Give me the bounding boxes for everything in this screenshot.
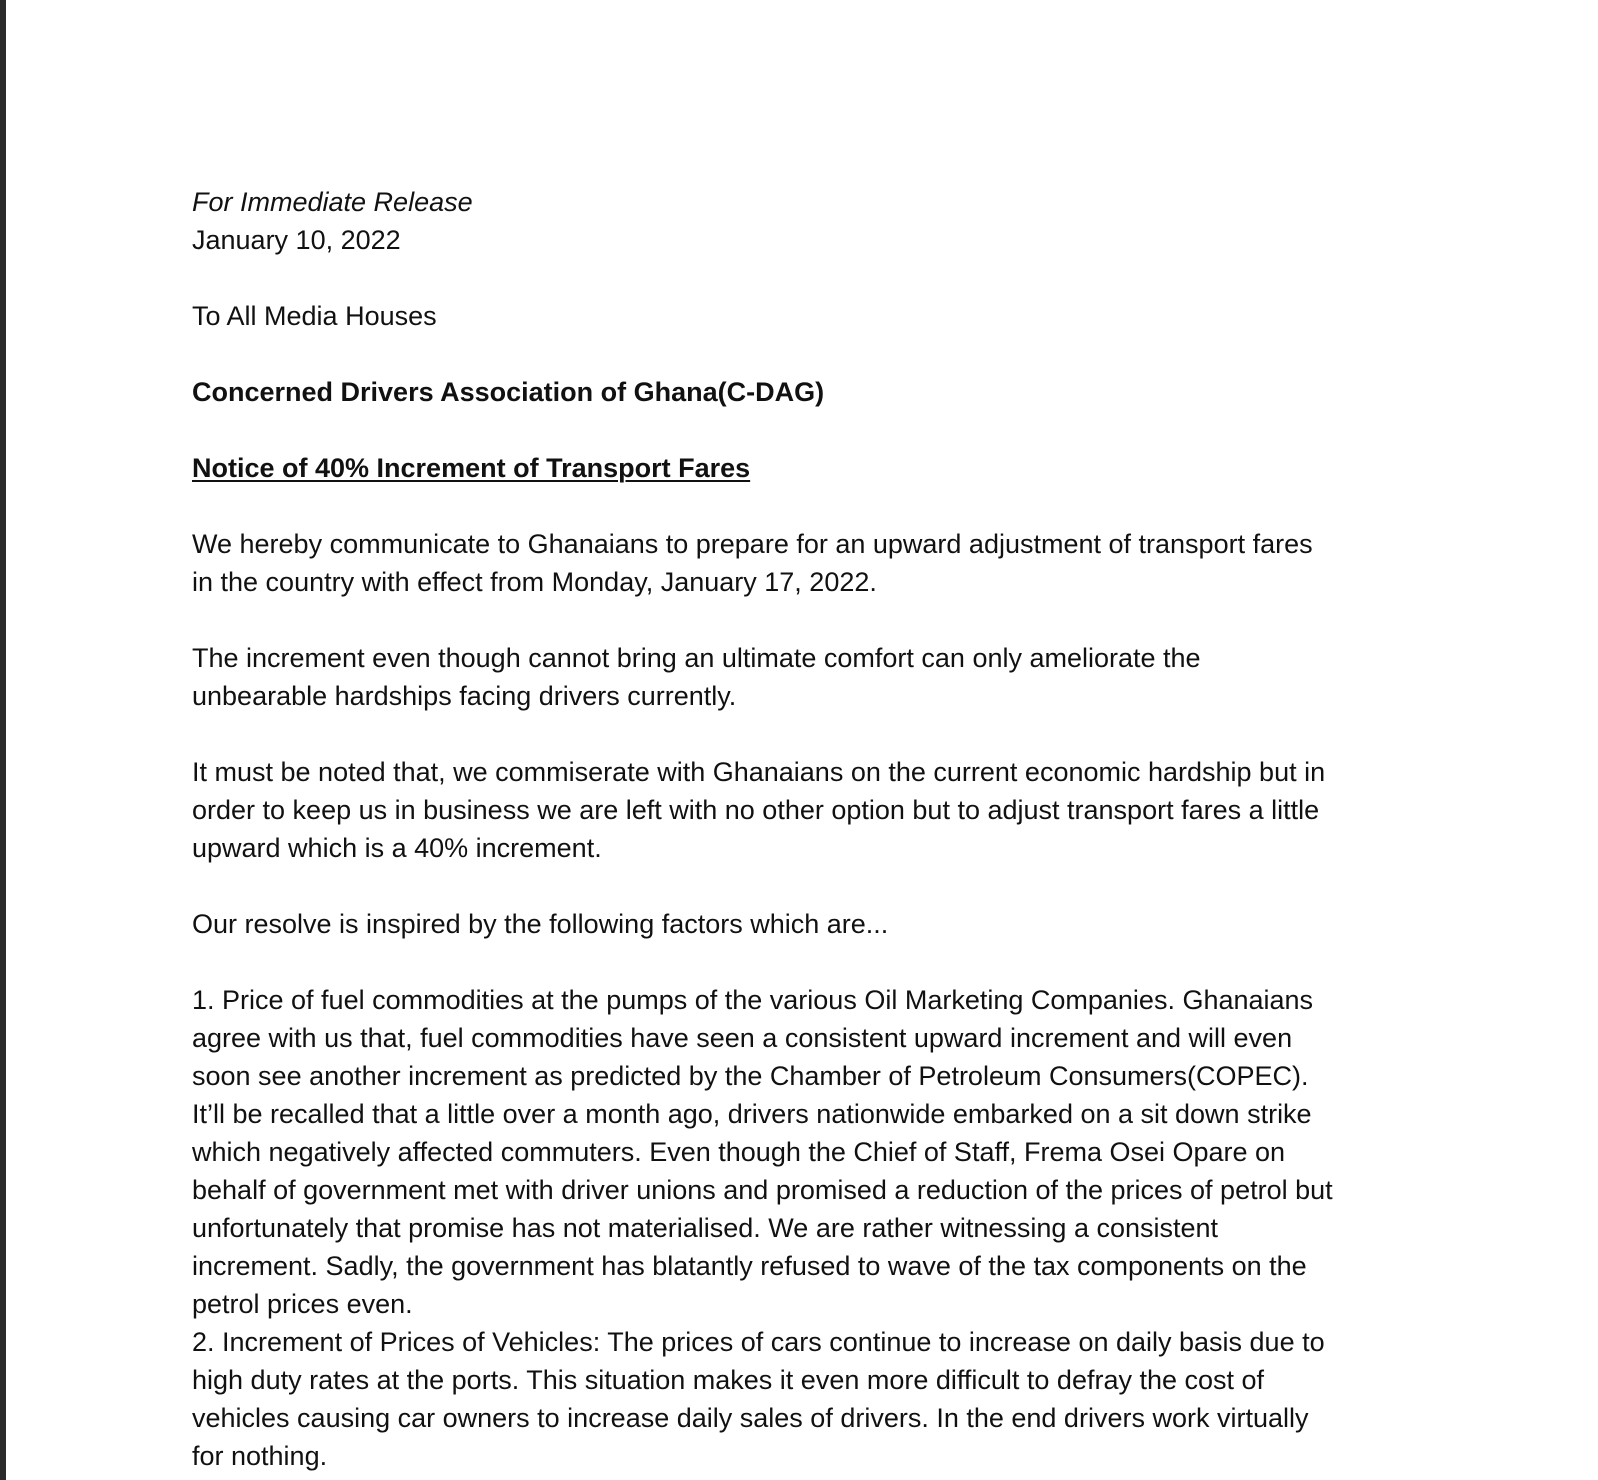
list-item-line: agree with us that, fuel commodities have seen a consistent upward increment and will even: [192, 1023, 1293, 1053]
paragraph-1: [192, 525, 1422, 601]
list-item-line: soon see another increment as predicted by the Chamber of Petroleum Consumers(COPEC).: [192, 1061, 1309, 1091]
list-item-line: 2. Increment of Prices of Vehicles: The prices of cars continue to increase on daily basis due to: [192, 1327, 1325, 1357]
list-item-line: 1. Price of fuel commodities at the pumps of the various Oil Marketing Companies. Ghanaians: [192, 985, 1314, 1015]
paragraph-line: unbearable hardships facing drivers currently.: [192, 681, 737, 711]
paragraph-line: The increment even though cannot bring an ultimate comfort can only ameliorate the: [192, 643, 1201, 673]
list-item-line: increment. Sadly, the government has blatantly refused to wave of the tax components on the: [192, 1251, 1307, 1281]
page-left-edge: [0, 0, 6, 1480]
list-item-line: It’ll be recalled that a little over a month ago, drivers nationwide embarked on a sit down strike: [192, 1099, 1312, 1129]
list-item-line: which negatively affected commuters. Even though the Chief of Staff, Frema Osei Opare on: [192, 1137, 1286, 1167]
paragraph-line: in the country with effect from Monday, January 17, 2022.: [192, 567, 877, 597]
list-item-line: vehicles causing car owners to increase daily sales of drivers. In the end drivers work virtually: [192, 1403, 1309, 1433]
paragraph-line: It must be noted that, we commiserate with Ghanaians on the current economic hardship but in: [192, 757, 1326, 787]
list-item-line: unfortunately that promise has not materialised. We are rather witnessing a consistent: [192, 1213, 1219, 1243]
list-item-1: [192, 981, 1422, 1323]
paragraph-3: [192, 753, 1422, 867]
release-date: January 10, 2022: [192, 225, 401, 255]
paragraph-line: upward which is a 40% increment.: [192, 833, 602, 863]
list-item-line: behalf of government met with driver unions and promised a reduction of the prices of petrol but: [192, 1175, 1333, 1205]
list-item-2: [192, 1323, 1422, 1475]
notice-title: Notice of 40% Increment of Transport Fares: [192, 453, 751, 483]
paragraph-line: Our resolve is inspired by the following factors which are...: [192, 909, 889, 939]
paragraph-4: [192, 905, 1422, 943]
release-label: For Immediate Release: [192, 187, 473, 217]
list-item-line: high duty rates at the ports. This situation makes it even more difficult to defray the cost of: [192, 1365, 1265, 1395]
recipient-line: To All Media Houses: [192, 301, 437, 331]
list-item-line: for nothing.: [192, 1441, 328, 1471]
list-item-line: petrol prices even.: [192, 1289, 413, 1319]
press-release-document: [192, 183, 1422, 1475]
paragraph-2: [192, 639, 1422, 715]
organization-name: Concerned Drivers Association of Ghana(C-DAG): [192, 377, 825, 407]
paragraph-line: We hereby communicate to Ghanaians to prepare for an upward adjustment of transport fares: [192, 529, 1313, 559]
paragraph-line: order to keep us in business we are left with no other option but to adjust transport fares a little: [192, 795, 1320, 825]
